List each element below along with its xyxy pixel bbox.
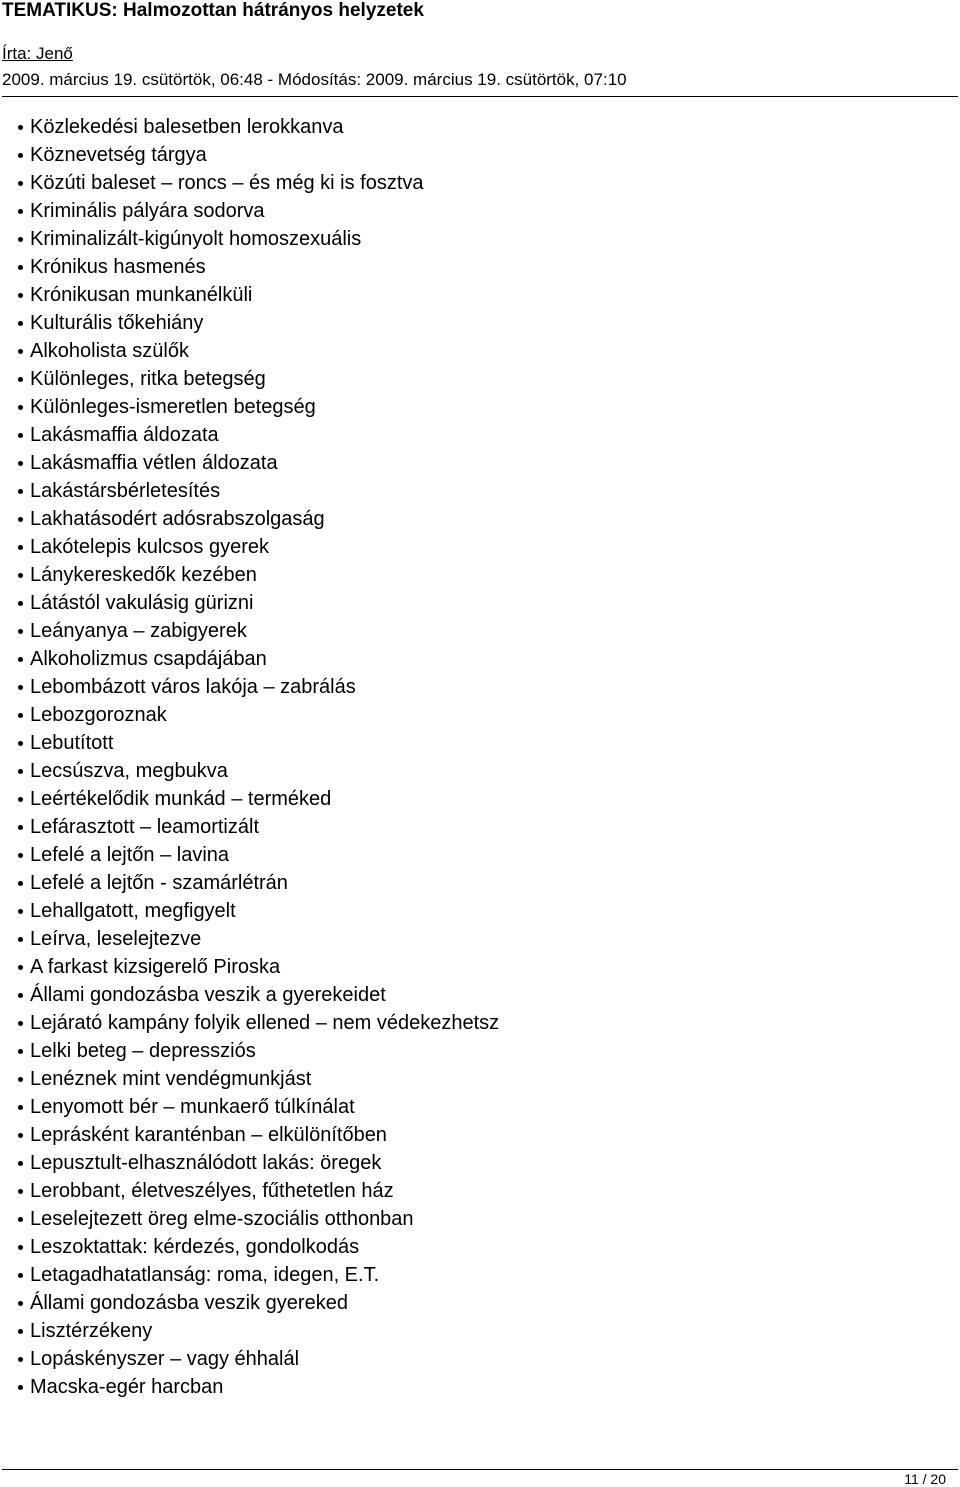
bullet-icon (18, 517, 23, 522)
list-item-text: Lerobbant, életveszélyes, fűthetetlen ház (30, 1180, 394, 1202)
list-item (18, 1289, 499, 1317)
list-item (18, 1345, 499, 1373)
list-item-text: Közúti baleset – roncs – és még ki is fosztva (30, 172, 424, 194)
list-item (18, 757, 499, 785)
list-item (18, 645, 499, 673)
bullet-icon (18, 377, 23, 382)
bullet-icon (18, 1133, 23, 1138)
list-item (18, 1205, 499, 1233)
page-number: 11 / 20 (904, 1471, 946, 1487)
list-item (18, 309, 499, 337)
bullet-icon (18, 321, 23, 326)
bullet-icon (18, 741, 23, 746)
author-line (2, 44, 958, 64)
date-line: 2009. március 19. csütörtök, 06:48 - Módosítás: 2009. március 19. csütörtök, 07:10 (2, 70, 627, 89)
bullet-icon (18, 489, 23, 494)
bullet-icon (18, 461, 23, 466)
list-item (18, 1233, 499, 1261)
bullet-icon (18, 685, 23, 690)
bullet-icon (18, 937, 23, 942)
bullet-icon (18, 965, 23, 970)
list-item-text: Lopáskényszer – vagy éhhalál (30, 1348, 300, 1370)
list-item (18, 1093, 499, 1121)
bullet-icon (18, 1189, 23, 1194)
list-item (18, 869, 499, 897)
list-item-text: Lakástársbérletesítés (30, 480, 221, 502)
list-item-text: Lakásmaffia vétlen áldozata (30, 452, 278, 474)
list-item (18, 1373, 499, 1401)
list-item-text: Leértékelődik munkád – terméked (30, 788, 332, 810)
list-item-text: Leírva, leselejtezve (30, 928, 202, 950)
list-item-text: Leselejtezett öreg elme-szociális otthonban (30, 1208, 414, 1230)
author-label: Írta: Jenő (2, 44, 73, 63)
bullet-icon (18, 1217, 23, 1222)
list-item-text: A farkast kizsigerelő Piroska (30, 956, 281, 978)
list-item-text: Lenyomott bér – munkaerő túlkínálat (30, 1096, 355, 1118)
bullet-icon (18, 713, 23, 718)
list-item-text: Krónikusan munkanélküli (30, 284, 253, 306)
list-item (18, 365, 499, 393)
bullet-icon (18, 881, 23, 886)
bullet-icon (18, 153, 23, 158)
list-item-text: Állami gondozásba veszik gyereked (30, 1292, 348, 1314)
bullet-icon (18, 601, 23, 606)
header-divider (2, 96, 958, 97)
list-item-text: Látástól vakulásig gürizni (30, 592, 254, 614)
list-item (18, 197, 499, 225)
bullet-icon (18, 1161, 23, 1166)
list-item-text: Lebozgoroznak (30, 704, 167, 726)
list-item-text: Krónikus hasmenés (30, 256, 206, 278)
bullet-icon (18, 993, 23, 998)
bullet-icon (18, 293, 23, 298)
bullet-icon (18, 1329, 23, 1334)
list-item (18, 1317, 499, 1345)
bullet-icon (18, 629, 23, 634)
list-item (18, 673, 499, 701)
list-item-text: Leányanya – zabigyerek (30, 620, 247, 642)
bullet-icon (18, 209, 23, 214)
bullet-icon (18, 825, 23, 830)
bullet-icon (18, 1245, 23, 1250)
bullet-icon (18, 909, 23, 914)
list-item (18, 477, 499, 505)
list-item (18, 1149, 499, 1177)
list-item-text: Kriminális pályára sodorva (30, 200, 265, 222)
bullet-icon (18, 797, 23, 802)
list-item-text: Különleges, ritka betegség (30, 368, 266, 390)
bullet-icon (18, 573, 23, 578)
list-item-text: Lebutított (30, 732, 114, 754)
bullet-icon (18, 349, 23, 354)
list-item (18, 113, 499, 141)
list-item-text: Macska-egér harcban (30, 1376, 224, 1398)
list-item-text: Lánykereskedők kezében (30, 564, 257, 586)
bullet-icon (18, 1077, 23, 1082)
list-item-text: Kulturális tőkehiány (30, 312, 204, 334)
list-item-text: Lenéznek mint vendégmunkjást (30, 1068, 312, 1090)
list-item-text: Lepusztult-elhasználódott lakás: öregek (30, 1152, 382, 1174)
list-item (18, 533, 499, 561)
list-item-text: Kriminalizált-kigúnyolt homoszexuális (30, 228, 362, 250)
bullet-icon (18, 125, 23, 130)
list-item (18, 1261, 499, 1289)
list-item-text: Lefelé a lejtőn – lavina (30, 844, 230, 866)
list-item (18, 729, 499, 757)
bullet-icon (18, 1385, 23, 1390)
list-item (18, 897, 499, 925)
list-item-text: Leszoktattak: kérdezés, gondolkodás (30, 1236, 360, 1258)
bullet-icon (18, 237, 23, 242)
bullet-icon (18, 1105, 23, 1110)
list-item (18, 393, 499, 421)
list-item (18, 141, 499, 169)
bullet-icon (18, 265, 23, 270)
bullet-icon (18, 769, 23, 774)
list-item-text: Lakótelepis kulcsos gyerek (30, 536, 270, 558)
list-item-text: Lisztérzékeny (30, 1320, 153, 1342)
list-item (18, 589, 499, 617)
list-item (18, 505, 499, 533)
list-item-text: Különleges-ismeretlen betegség (30, 396, 316, 418)
list-item (18, 169, 499, 197)
list-item-text: Köznevetség tárgya (30, 144, 207, 166)
list-item (18, 841, 499, 869)
list-item-text: Lakásmaffia áldozata (30, 424, 219, 446)
list-item (18, 1065, 499, 1093)
list-item (18, 225, 499, 253)
list-item (18, 1177, 499, 1205)
list-item (18, 1009, 499, 1037)
document-title: TEMATIKUS: Halmozottan hátrányos helyzetek (2, 0, 424, 21)
list-item (18, 925, 499, 953)
list-item-text: Lejárató kampány folyik ellened – nem védekezhetsz (30, 1012, 500, 1034)
list-item (18, 785, 499, 813)
bullet-icon (18, 657, 23, 662)
list-item (18, 253, 499, 281)
bullet-icon (18, 545, 23, 550)
list-item-text: Lakhatásodért adósrabszolgaság (30, 508, 325, 530)
bullet-icon (18, 1049, 23, 1054)
list-item-text: Lecsúszva, megbukva (30, 760, 228, 782)
bullet-icon (18, 1301, 23, 1306)
list-item (18, 953, 499, 981)
list-item (18, 337, 499, 365)
list-item (18, 561, 499, 589)
list-item-text: Lehallgatott, megfigyelt (30, 900, 236, 922)
list-item-text: Lebombázott város lakója – zabrálás (30, 676, 356, 698)
list-item-text: Lefárasztott – leamortizált (30, 816, 259, 838)
list-item-text: Lelki beteg – depressziós (30, 1040, 256, 1062)
list-item (18, 281, 499, 309)
bullet-icon (18, 1021, 23, 1026)
list-item (18, 813, 499, 841)
list-item-text: Alkoholizmus csapdájában (30, 648, 267, 670)
document-header (2, 0, 958, 90)
list-item-text: Közlekedési balesetben lerokkanva (30, 116, 344, 138)
list-item-text: Letagadhatatlanság: roma, idegen, E.T. (30, 1264, 380, 1286)
list-item-text: Alkoholista szülők (30, 340, 189, 362)
list-item (18, 421, 499, 449)
list-item (18, 701, 499, 729)
list-item (18, 1037, 499, 1065)
bullet-icon (18, 433, 23, 438)
list-item-text: Állami gondozásba veszik a gyerekeidet (30, 984, 386, 1006)
list-item (18, 981, 499, 1009)
list-item-text: Lefelé a lejtőn - szamárlétrán (30, 872, 288, 894)
list-item (18, 1121, 499, 1149)
bullet-icon (18, 405, 23, 410)
footer-divider (2, 1469, 958, 1470)
list-item (18, 617, 499, 645)
bullet-icon (18, 1273, 23, 1278)
bullet-icon (18, 1357, 23, 1362)
list-item (18, 449, 499, 477)
bullet-icon (18, 853, 23, 858)
list-item-text: Leprásként karanténban – elkülönítőben (30, 1124, 387, 1146)
bullet-list (18, 113, 499, 1401)
bullet-icon (18, 181, 23, 186)
